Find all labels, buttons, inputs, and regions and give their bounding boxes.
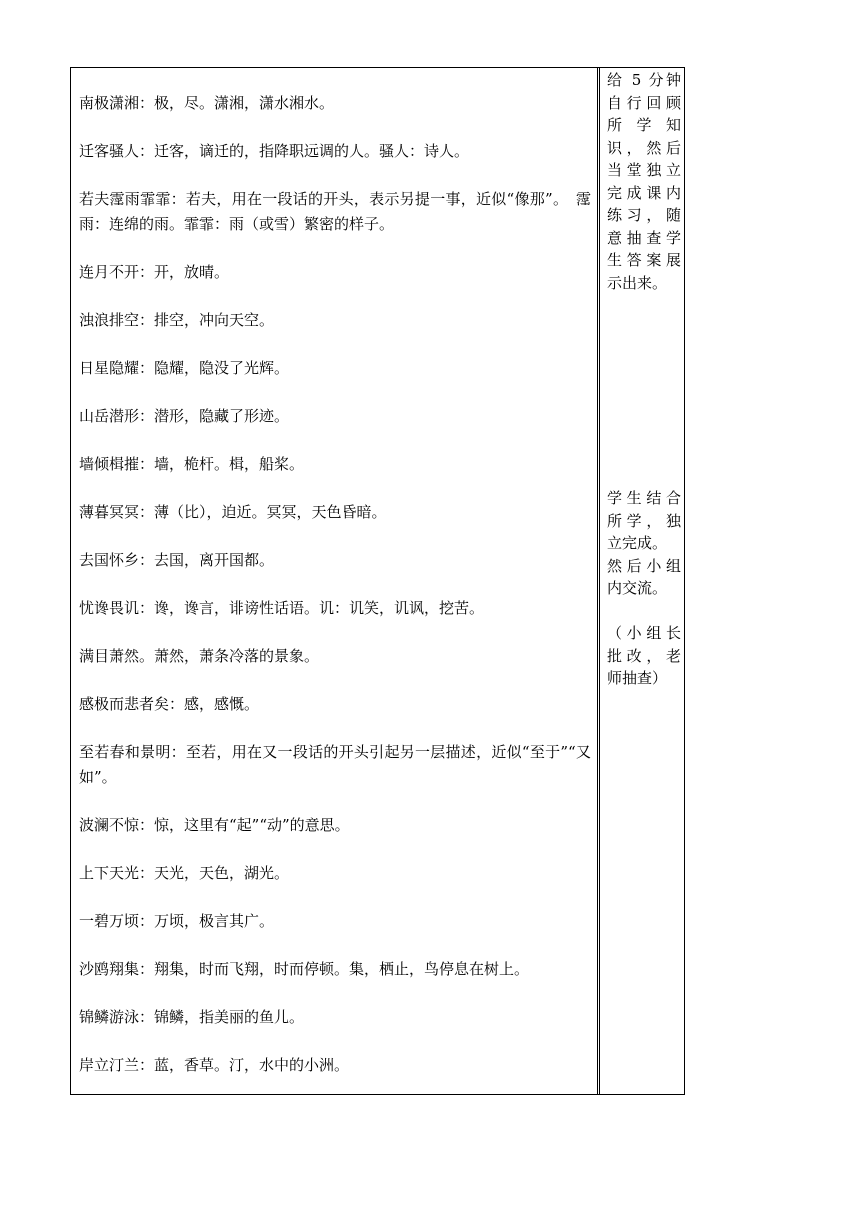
note-line: 完成课内 — [607, 183, 681, 202]
annotation-entry: 去国怀乡：去国，离开国都。 — [79, 551, 275, 569]
annotation-entry: 日星隐耀：隐耀，隐没了光辉。 — [79, 359, 290, 377]
annotation-entry: 南极潇湘：极，尽。潇湘，潇水湘水。 — [79, 94, 335, 112]
annotation-entry: 满目萧然。萧然，萧条冷落的景象。 — [79, 647, 320, 665]
note-line: 当堂独立 — [607, 161, 681, 179]
annotation-entry: 薄暮冥冥：薄（比），迫近。冥冥，天色昏暗。 — [79, 503, 387, 521]
note-line: 师抽查） — [607, 669, 668, 687]
column-divider — [597, 68, 598, 1094]
annotation-entry: 一碧万顷：万顷，极言其广。 — [79, 912, 275, 930]
note-line: 示出来。 — [607, 273, 668, 292]
annotation-entry: 波澜不惊：惊，这里有“起”“动”的意思。 — [79, 816, 350, 834]
teaching-note-group — [607, 487, 681, 600]
annotation-column — [79, 91, 591, 1101]
note-line: 练习，随 — [607, 206, 681, 224]
note-line: 自行回顾 — [607, 93, 681, 112]
note-line: 意抽查学 — [607, 228, 681, 247]
note-line: 立完成。 — [607, 534, 668, 552]
annotation-entry: 浊浪排空：排空，冲向天空。 — [79, 311, 275, 329]
lesson-table — [70, 67, 685, 1095]
teaching-note-review — [607, 69, 681, 294]
annotation-entry: 感极而悲者矣：感，感慨。 — [79, 695, 260, 713]
note-line: 所学知 — [607, 116, 681, 134]
note-line: 所学，独 — [607, 511, 681, 530]
annotation-entry: 至若春和景明：至若，用在又一段话的开头引起另一层描述，近似“至于”“又如”。 — [79, 743, 591, 786]
annotation-entry: 上下天光：天光，天色，湖光。 — [79, 864, 290, 882]
note-line: 识，然后 — [607, 138, 681, 157]
annotation-entry: 忧谗畏讥：谗，谗言，诽谤性话语。讥：讥笑，讥讽，挖苦。 — [79, 599, 485, 617]
teaching-note-check — [607, 622, 681, 690]
annotation-entry: 若夫霪雨霏霏：若夫，用在一段话的开头，表示另提一事，近似“像那”。 霪雨：连绵的雨。霏霏：雨（或雪）繁密的样子。 — [79, 190, 591, 233]
annotation-entry: 墙倾楫摧：墙，桅杆。楫，船桨。 — [79, 455, 305, 473]
annotation-entry: 沙鸥翔集：翔集，时而飞翔，时而停顿。集，栖止，鸟停息在树上。 — [79, 960, 530, 978]
annotation-entry: 山岳潜形：潜形，隐藏了形迹。 — [79, 407, 290, 425]
annotation-entry: 迁客骚人：迁客，谪迁的，指降职远调的人。骚人：诗人。 — [79, 142, 470, 160]
note-line: 生答案展 — [607, 251, 681, 269]
annotation-entry: 连月不开：开，放晴。 — [79, 263, 230, 281]
annotation-entry: 锦鳞游泳：锦鳞，指美丽的鱼儿。 — [79, 1008, 305, 1026]
column-divider — [599, 68, 600, 1094]
note-line: 给 5 分钟 — [607, 71, 681, 89]
note-line: 学生结合 — [607, 489, 681, 507]
annotation-entry: 岸立汀兰：蓝，香草。汀，水中的小洲。 — [79, 1056, 350, 1074]
note-line: 内交流。 — [607, 579, 668, 597]
note-line: 批改，老 — [607, 646, 681, 665]
note-line: （小组长 — [607, 624, 681, 642]
note-line: 然后小组 — [607, 556, 681, 575]
